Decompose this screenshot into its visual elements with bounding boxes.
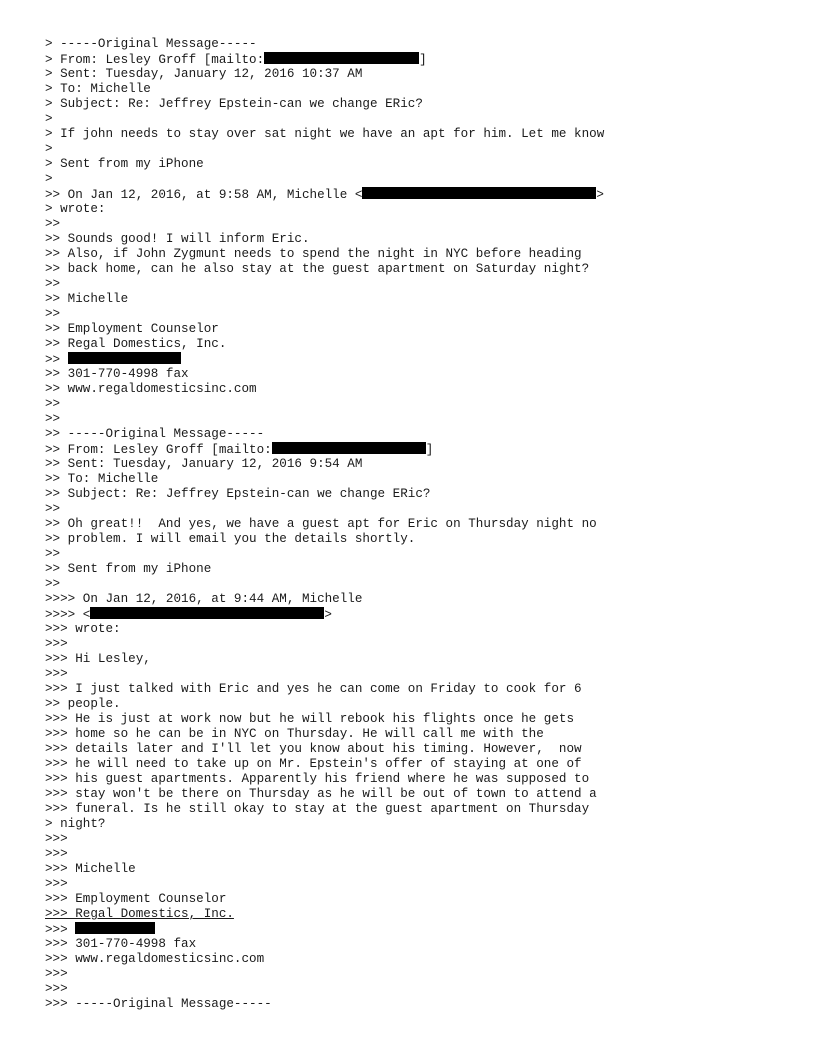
line: > — [45, 172, 53, 186]
redaction-bar — [272, 442, 426, 454]
line: >>> www.regaldomesticsinc.com — [45, 952, 265, 966]
line: > — [45, 142, 53, 156]
redaction-bar — [68, 352, 181, 364]
line: > To: Michelle — [45, 82, 151, 96]
line: >>> — [45, 967, 68, 981]
line: > Sent: Tuesday, January 12, 2016 10:37 AM — [45, 67, 363, 81]
line: >>> -----Original Message----- — [45, 997, 272, 1011]
line: >> — [45, 577, 61, 591]
line: >>> — [45, 877, 68, 891]
line: >> Michelle — [45, 292, 129, 306]
line: >> Sent from my iPhone — [45, 562, 212, 576]
line: >>> home so he can be in NYC on Thursday. He will call me with the — [45, 727, 544, 741]
line: >>>> On Jan 12, 2016, at 9:44 AM, Michelle — [45, 592, 363, 606]
line: >> Oh great!! And yes, we have a guest apt for Eric on Thursday night no — [45, 517, 597, 531]
line: >>> Michelle — [45, 862, 136, 876]
line: >>> — [45, 832, 68, 846]
line: >> Sounds good! I will inform Eric. — [45, 232, 310, 246]
line: >>> — [45, 982, 68, 996]
line: >>> Hi Lesley, — [45, 652, 151, 666]
line: >>> — [45, 922, 785, 937]
line: >>> stay won't be there on Thursday as he will be out of town to attend a — [45, 787, 597, 801]
line: >> — [45, 397, 61, 411]
line: >> — [45, 502, 61, 516]
line: >> problem. I will email you the details shortly. — [45, 532, 416, 546]
line: >> — [45, 547, 61, 561]
line: >> 301-770-4998 fax — [45, 367, 189, 381]
redaction-bar — [362, 187, 596, 199]
line: >> On Jan 12, 2016, at 9:58 AM, Michelle < > — [45, 188, 604, 202]
line: >> — [45, 307, 61, 321]
line: >> — [45, 217, 61, 231]
line: >>> wrote: — [45, 622, 121, 636]
redaction-bar — [75, 922, 155, 934]
line: >> -----Original Message----- — [45, 427, 265, 441]
redaction-bar — [264, 52, 419, 64]
line: > Subject: Re: Jeffrey Epstein-can we change ERic? — [45, 97, 423, 111]
line: >> — [45, 277, 61, 291]
line: >>>> < > — [45, 608, 332, 622]
line: > -----Original Message----- — [45, 37, 257, 51]
line: > night? — [45, 817, 106, 831]
line: >>> details later and I'll let you know about his timing. However, now — [45, 742, 582, 756]
line: >> From: Lesley Groff [mailto: ] — [45, 443, 434, 457]
line: > Sent from my iPhone — [45, 157, 204, 171]
line: >> To: Michelle — [45, 472, 159, 486]
line: >> people. — [45, 697, 121, 711]
line: >> Regal Domestics, Inc. — [45, 337, 227, 351]
line: >>> 301-770-4998 fax — [45, 937, 197, 951]
line: >>> I just talked with Eric and yes he can come on Friday to cook for 6 — [45, 682, 582, 696]
email-thread — [45, 37, 785, 1012]
line: >> Sent: Tuesday, January 12, 2016 9:54 AM — [45, 457, 363, 471]
line: >> — [45, 412, 61, 426]
line: > — [45, 112, 53, 126]
line: >>> funeral. Is he still okay to stay at the guest apartment on Thursday — [45, 802, 590, 816]
line: > From: Lesley Groff [mailto: ] — [45, 53, 427, 67]
line: >>> he will need to take up on Mr. Epstein's offer of staying at one of — [45, 757, 582, 771]
line: >>> — [45, 847, 68, 861]
line: >> Also, if John Zygmunt needs to spend the night in NYC before heading — [45, 247, 582, 261]
line: >>> his guest apartments. Apparently his friend where he was supposed to — [45, 772, 590, 786]
line: >> — [45, 352, 785, 367]
line: >> www.regaldomesticsinc.com — [45, 382, 257, 396]
line: >>> — [45, 667, 68, 681]
line: >> Employment Counselor — [45, 322, 219, 336]
line: >> back home, can he also stay at the guest apartment on Saturday night? — [45, 262, 590, 276]
line: >> Subject: Re: Jeffrey Epstein-can we change ERic? — [45, 487, 431, 501]
line: > wrote: — [45, 202, 106, 216]
line: >>> Employment Counselor — [45, 892, 227, 906]
line: >>> Regal Domestics, Inc. — [45, 907, 234, 921]
line: >>> He is just at work now but he will rebook his flights once he gets — [45, 712, 575, 726]
redaction-bar — [90, 607, 324, 619]
line: > If john needs to stay over sat night we have an apt for him. Let me know — [45, 127, 605, 141]
line: >>> — [45, 637, 68, 651]
